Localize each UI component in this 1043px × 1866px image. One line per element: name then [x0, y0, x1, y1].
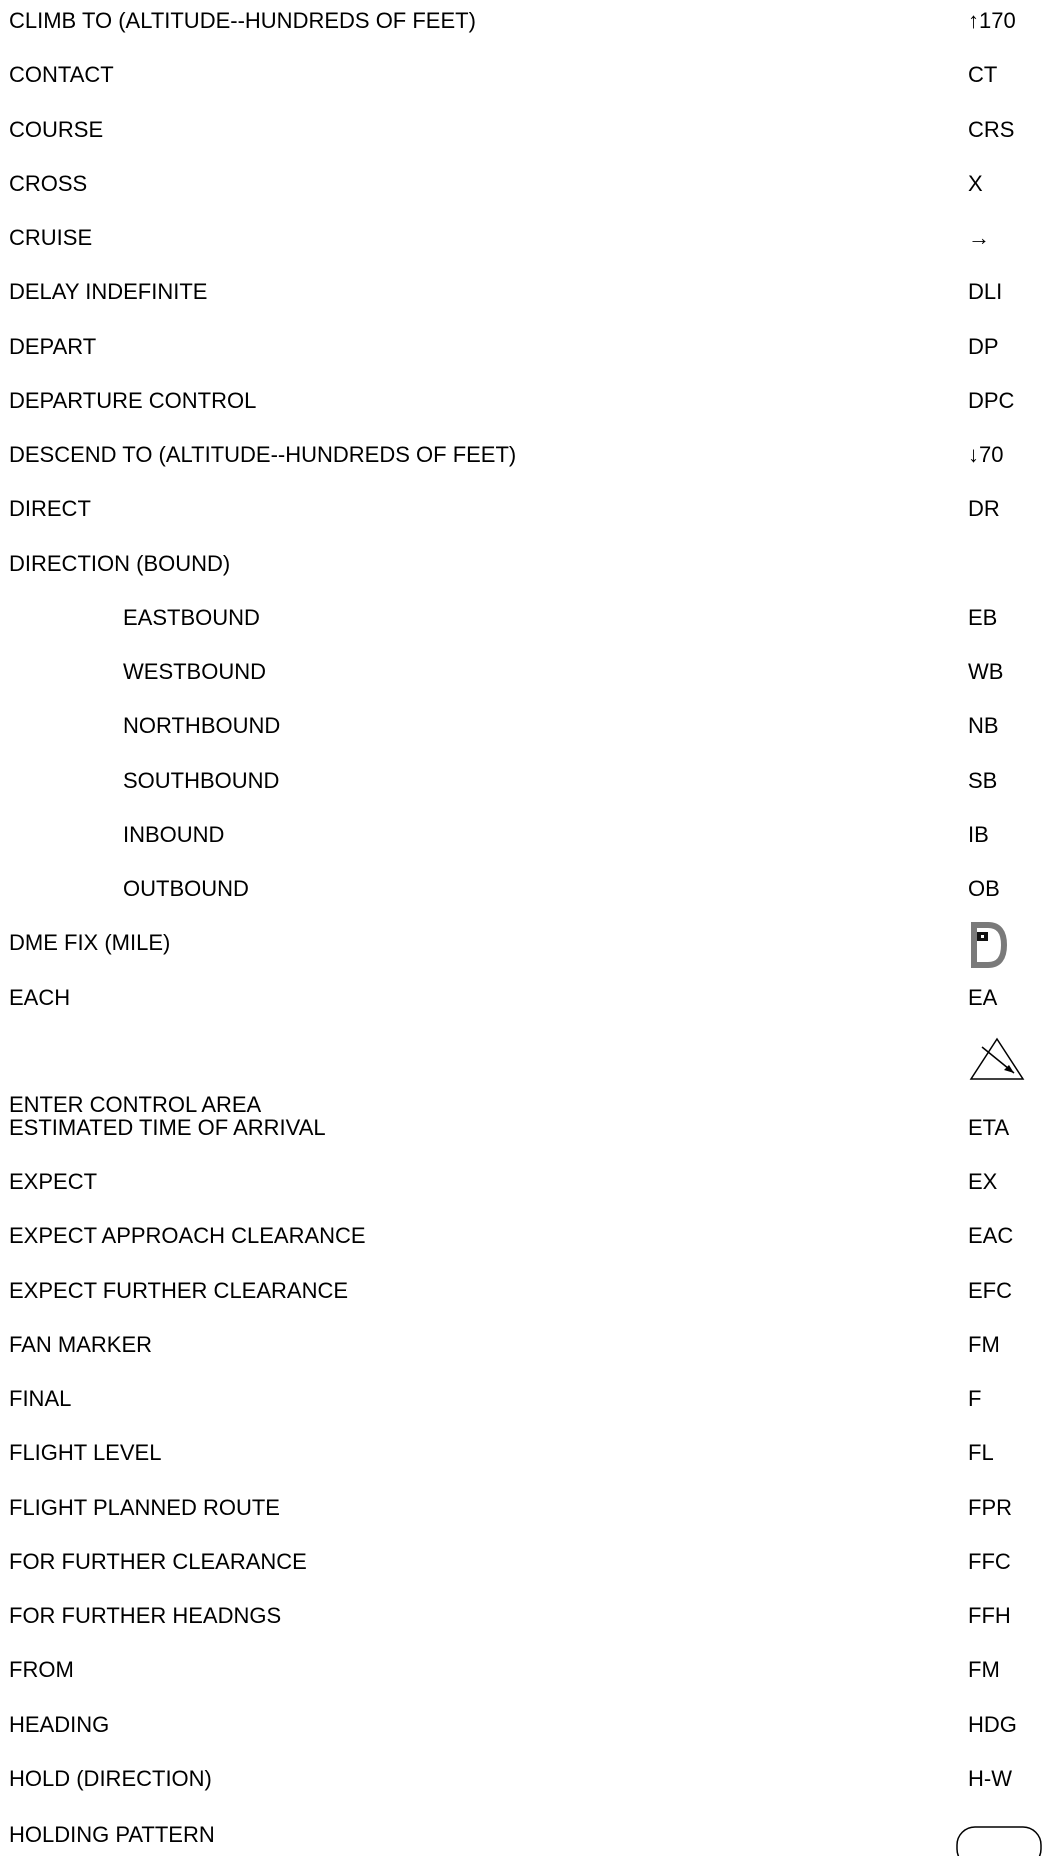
table-row	[0, 326, 1043, 380]
term-label: DIRECT	[9, 496, 91, 522]
abbreviation: DP	[968, 333, 999, 359]
table-row	[0, 434, 1043, 488]
table-row	[0, 1031, 1043, 1117]
term-label: FLIGHT PLANNED ROUTE	[9, 1494, 280, 1520]
term-label: FOR FURTHER HEADNGS	[9, 1603, 282, 1628]
abbreviation: FM	[968, 1331, 1000, 1357]
table-row	[0, 1595, 1043, 1649]
abbreviation: SB	[968, 767, 998, 793]
term-label: EXPECT APPROACH CLEARANCE	[9, 1223, 366, 1249]
table-row	[0, 488, 1043, 542]
table-row	[0, 1487, 1043, 1541]
table-row	[0, 1161, 1043, 1215]
abbreviation: EB	[968, 604, 998, 630]
table-row	[0, 760, 1043, 814]
abbreviation: CRS	[968, 116, 1015, 142]
abbreviation: FFC	[968, 1548, 1011, 1574]
table-row	[0, 1541, 1043, 1595]
term-label: CONTACT	[9, 62, 114, 88]
table-row	[0, 651, 1043, 705]
abbreviation: EAC	[968, 1223, 1014, 1249]
term-label: ENTER CONTROL AREA	[9, 1091, 262, 1117]
table-row	[0, 1432, 1043, 1486]
table-row	[0, 109, 1043, 163]
table-row	[0, 0, 1043, 54]
abbreviation: EX	[968, 1169, 998, 1194]
table-row	[0, 868, 1043, 922]
term-label: EASTBOUND	[123, 604, 260, 630]
triangle-arrow-icon	[968, 1035, 1026, 1089]
table-row	[0, 543, 1043, 597]
table-row	[0, 1758, 1043, 1812]
table-row	[0, 1270, 1043, 1324]
term-label: OUTBOUND	[123, 876, 249, 901]
table-row	[0, 217, 1043, 271]
abbreviation: OB	[968, 876, 1000, 901]
table-row	[0, 380, 1043, 434]
term-label: EXPECT	[9, 1169, 98, 1194]
abbreviation: FM	[968, 1657, 1000, 1683]
table-row	[0, 1215, 1043, 1269]
table-row	[0, 1378, 1043, 1432]
table-row	[0, 977, 1043, 1031]
abbreviation: H-W	[968, 1765, 1012, 1791]
term-label: FINAL	[9, 1386, 72, 1411]
table-row	[0, 1649, 1043, 1703]
term-label: FLIGHT LEVEL	[9, 1440, 162, 1466]
table-row	[0, 163, 1043, 217]
holding-pattern-oval-icon	[956, 1826, 1042, 1862]
table-row	[0, 922, 1043, 976]
abbreviation: F	[968, 1386, 982, 1411]
table-row	[0, 1812, 1043, 1866]
dme-fix-d-icon	[968, 922, 1008, 974]
table-row	[0, 1704, 1043, 1758]
abbreviation: HDG	[968, 1711, 1017, 1737]
abbreviation: EA	[968, 984, 998, 1010]
abbreviation: IB	[968, 821, 989, 847]
term-label: COURSE	[9, 116, 104, 142]
term-label: CLIMB TO (ALTITUDE--HUNDREDS OF FEET)	[9, 8, 476, 33]
abbreviation: X	[968, 170, 983, 196]
abbreviation: CT	[968, 62, 998, 88]
term-label: CROSS	[9, 170, 88, 196]
term-label: HOLD (DIRECTION)	[9, 1765, 212, 1791]
term-label: ESTIMATED TIME OF ARRIVAL	[9, 1114, 326, 1140]
abbreviation: FPR	[968, 1494, 1012, 1520]
term-label: FOR FURTHER CLEARANCE	[9, 1548, 307, 1574]
table-row	[0, 705, 1043, 759]
term-label: CRUISE	[9, 225, 93, 250]
abbreviation: FFH	[968, 1603, 1011, 1628]
table-row	[0, 814, 1043, 868]
term-label: NORTHBOUND	[123, 713, 281, 739]
term-label: WESTBOUND	[123, 659, 266, 684]
abbreviation: DLI	[968, 279, 1003, 305]
table-row	[0, 1107, 1043, 1161]
term-label: EXPECT FURTHER CLEARANCE	[9, 1277, 349, 1303]
abbreviation: ETA	[968, 1114, 1010, 1140]
abbreviation: EFC	[968, 1277, 1012, 1303]
abbreviation: WB	[968, 659, 1004, 684]
abbreviation: ↓70	[968, 442, 1004, 467]
abbreviation: FL	[968, 1440, 994, 1466]
abbreviation: DR	[968, 496, 1000, 522]
term-label: HOLDING PATTERN	[9, 1822, 215, 1847]
table-row	[0, 597, 1043, 651]
term-label: DEPARTURE CONTROL	[9, 387, 257, 413]
abbreviation: ↑170	[968, 8, 1016, 33]
table-row	[0, 271, 1043, 325]
term-label: DIRECTION (BOUND)	[9, 550, 231, 576]
term-label: FROM	[9, 1657, 74, 1683]
table-row	[0, 54, 1043, 108]
abbreviation: DPC	[968, 387, 1015, 413]
term-label: EACH	[9, 984, 71, 1010]
table-row	[0, 1324, 1043, 1378]
term-label: INBOUND	[123, 821, 225, 847]
term-label: DEPART	[9, 333, 97, 359]
abbreviation: →	[968, 225, 990, 250]
term-label: DESCEND TO (ALTITUDE--HUNDREDS OF FEET)	[9, 442, 517, 467]
abbreviation: NB	[968, 713, 999, 739]
term-label: DELAY INDEFINITE	[9, 279, 208, 305]
term-label: HEADING	[9, 1711, 110, 1737]
term-label: DME FIX (MILE)	[9, 930, 171, 956]
term-label: SOUTHBOUND	[123, 767, 280, 793]
term-label: FAN MARKER	[9, 1331, 153, 1357]
